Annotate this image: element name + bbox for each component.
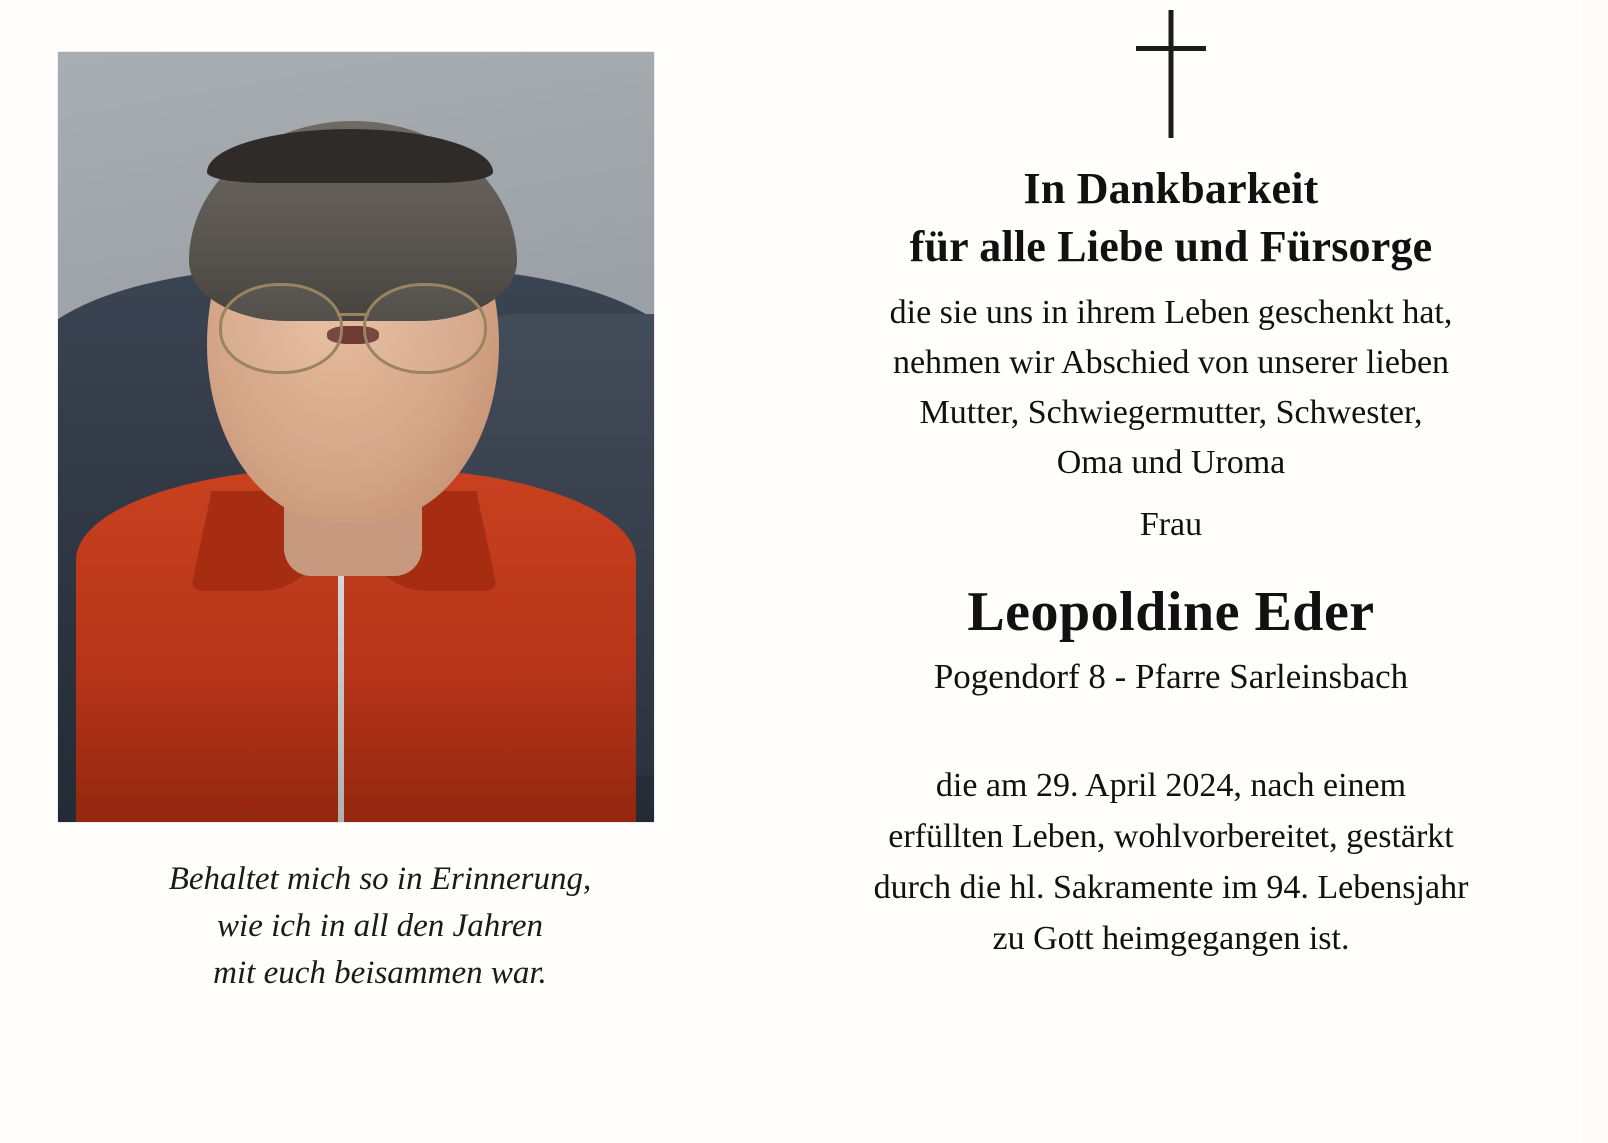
headline: [760, 160, 1582, 276]
passing-line: erfüllten Leben, wohlvorbereitet, gestärkt: [888, 818, 1454, 855]
intro-line: nehmen wir Abschied von unserer lieben: [892, 344, 1450, 381]
intro-paragraph: [760, 288, 1582, 488]
intro-line: Mutter, Schwiegermutter, Schwester,: [919, 394, 1423, 431]
intro-line: die sie uns in ihrem Leben geschenkt hat,: [889, 294, 1453, 331]
caption-line: Behaltet mich so in Erinnerung,: [168, 861, 592, 897]
cross-icon: [1136, 10, 1206, 138]
passing-line: zu Gott heimgegangen ist.: [992, 920, 1350, 957]
caption-line: wie ich in all den Jahren: [217, 908, 543, 944]
photo-caption: [0, 856, 760, 997]
caption-line: mit euch beisammen war.: [213, 955, 547, 991]
headline-line: für alle Liebe und Fürsorge: [909, 222, 1433, 271]
passing-line: durch die hl. Sakramente im 94. Lebensjahr: [873, 869, 1469, 906]
glasses-lens-right: [363, 283, 487, 374]
glasses-icon: [219, 283, 487, 368]
passing-line: die am 29. April 2024, nach einem: [935, 767, 1407, 804]
intro-line: Oma und Uroma: [1056, 444, 1286, 481]
cross-horizontal-bar: [1136, 46, 1206, 51]
cross-vertical-bar: [1169, 10, 1174, 138]
memorial-text-block: [760, 160, 1582, 964]
deceased-name: Leopoldine Eder: [967, 581, 1375, 643]
salutation: Frau: [1139, 506, 1203, 543]
portrait-photo: [58, 52, 654, 822]
glasses-bridge: [337, 313, 369, 316]
left-page: [0, 0, 760, 1143]
headline-line: In Dankbarkeit: [1023, 164, 1319, 213]
jacket-zipper: [338, 560, 344, 822]
deceased-address: Pogendorf 8 - Pfarre Sarleinsbach: [933, 657, 1409, 696]
right-page: [760, 0, 1582, 1143]
glasses-lens-left: [219, 283, 343, 374]
passing-paragraph: [760, 760, 1582, 964]
